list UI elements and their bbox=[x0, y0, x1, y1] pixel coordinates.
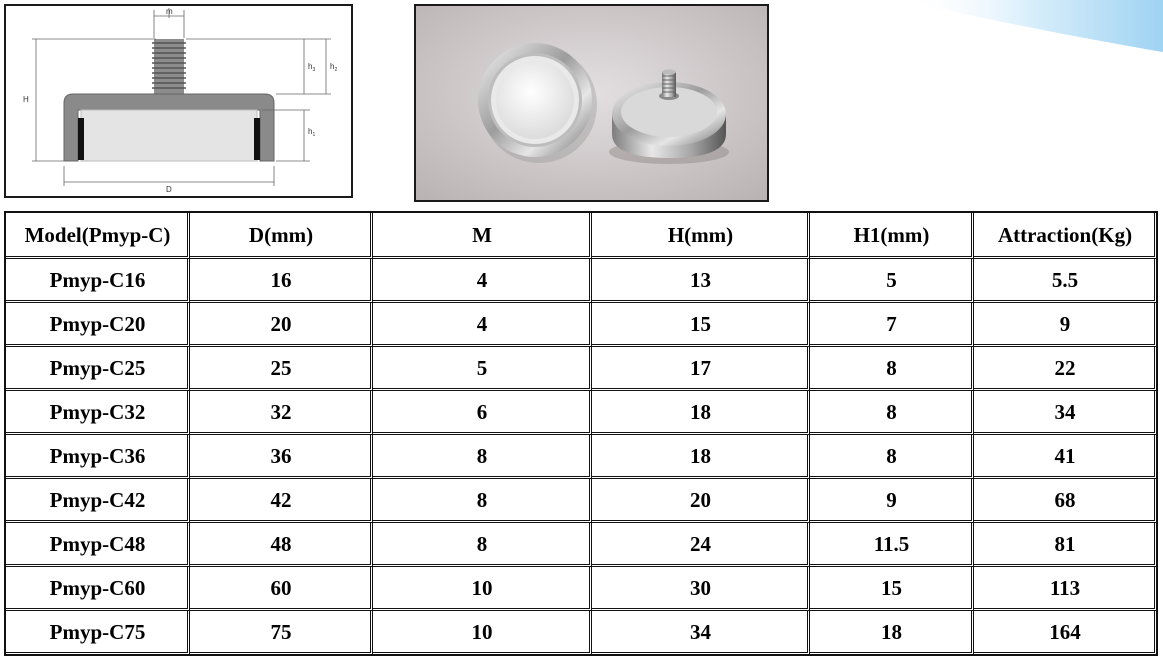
col-header-attraction: Attraction(Kg) bbox=[974, 213, 1158, 259]
cell-model: Pmyp-C36 bbox=[6, 435, 190, 479]
label-m: m bbox=[166, 7, 173, 16]
table-header-row bbox=[6, 213, 1158, 259]
table-row bbox=[6, 611, 1158, 656]
cell-attraction: 34 bbox=[974, 391, 1158, 435]
pot-magnet-drawing bbox=[6, 6, 351, 196]
table-row bbox=[6, 435, 1158, 479]
cell-m: 4 bbox=[373, 259, 592, 303]
col-header-h1: H1(mm) bbox=[810, 213, 974, 259]
cell-m: 8 bbox=[373, 523, 592, 567]
cell-h1: 8 bbox=[810, 347, 974, 391]
cell-d: 42 bbox=[190, 479, 373, 523]
col-header-model: Model(Pmyp-C) bbox=[6, 213, 190, 259]
threaded-stud bbox=[152, 39, 186, 95]
cell-attraction: 9 bbox=[974, 303, 1158, 347]
label-H: H bbox=[23, 95, 29, 104]
cell-d: 32 bbox=[190, 391, 373, 435]
product-photo bbox=[414, 4, 769, 202]
cell-attraction: 22 bbox=[974, 347, 1158, 391]
spec-table bbox=[4, 211, 1158, 656]
label-h1: $h_1$ bbox=[308, 127, 316, 138]
cell-d: 75 bbox=[190, 611, 373, 656]
cell-h1: 11.5 bbox=[810, 523, 974, 567]
cell-h1: 5 bbox=[810, 259, 974, 303]
cell-h: 34 bbox=[592, 611, 810, 656]
cell-d: 16 bbox=[190, 259, 373, 303]
cell-h: 20 bbox=[592, 479, 810, 523]
cell-h1: 15 bbox=[810, 567, 974, 611]
cell-h: 17 bbox=[592, 347, 810, 391]
cell-attraction: 5.5 bbox=[974, 259, 1158, 303]
col-header-d: D(mm) bbox=[190, 213, 373, 259]
cell-m: 4 bbox=[373, 303, 592, 347]
table-row bbox=[6, 347, 1158, 391]
cell-d: 60 bbox=[190, 567, 373, 611]
cell-h: 24 bbox=[592, 523, 810, 567]
cell-m: 5 bbox=[373, 347, 592, 391]
cell-model: Pmyp-C42 bbox=[6, 479, 190, 523]
cell-h: 18 bbox=[592, 435, 810, 479]
cell-attraction: 113 bbox=[974, 567, 1158, 611]
cell-model: Pmyp-C75 bbox=[6, 611, 190, 656]
cell-model: Pmyp-C25 bbox=[6, 347, 190, 391]
table-row bbox=[6, 567, 1158, 611]
label-h2: $h_2$ bbox=[330, 62, 338, 73]
cell-m: 10 bbox=[373, 611, 592, 656]
cell-model: Pmyp-C20 bbox=[6, 303, 190, 347]
product-photo-render bbox=[416, 6, 767, 200]
cell-h: 13 bbox=[592, 259, 810, 303]
cell-d: 36 bbox=[190, 435, 373, 479]
cell-d: 20 bbox=[190, 303, 373, 347]
label-D: D bbox=[166, 185, 172, 194]
cell-h1: 7 bbox=[810, 303, 974, 347]
cell-m: 8 bbox=[373, 435, 592, 479]
table-row bbox=[6, 479, 1158, 523]
cell-model: Pmyp-C32 bbox=[6, 391, 190, 435]
cell-h: 18 bbox=[592, 391, 810, 435]
cell-h1: 8 bbox=[810, 391, 974, 435]
table-row bbox=[6, 303, 1158, 347]
cell-model: Pmyp-C48 bbox=[6, 523, 190, 567]
cell-attraction: 81 bbox=[974, 523, 1158, 567]
col-header-m: M bbox=[373, 213, 592, 259]
cell-m: 10 bbox=[373, 567, 592, 611]
dimension-diagram bbox=[4, 4, 353, 198]
cell-m: 8 bbox=[373, 479, 592, 523]
cell-model: Pmyp-C60 bbox=[6, 567, 190, 611]
table-row bbox=[6, 523, 1158, 567]
cell-d: 48 bbox=[190, 523, 373, 567]
cell-attraction: 41 bbox=[974, 435, 1158, 479]
cell-attraction: 68 bbox=[974, 479, 1158, 523]
table-body bbox=[6, 259, 1158, 656]
cell-attraction: 164 bbox=[974, 611, 1158, 656]
label-h3: $h_3$ bbox=[308, 62, 316, 73]
cell-h1: 18 bbox=[810, 611, 974, 656]
table-row bbox=[6, 391, 1158, 435]
magnet-core bbox=[81, 110, 257, 161]
table-row bbox=[6, 259, 1158, 303]
cell-h: 15 bbox=[592, 303, 810, 347]
cell-h1: 9 bbox=[810, 479, 974, 523]
col-header-h: H(mm) bbox=[592, 213, 810, 259]
cell-h1: 8 bbox=[810, 435, 974, 479]
cell-h: 30 bbox=[592, 567, 810, 611]
cell-d: 25 bbox=[190, 347, 373, 391]
cell-model: Pmyp-C16 bbox=[6, 259, 190, 303]
cell-m: 6 bbox=[373, 391, 592, 435]
